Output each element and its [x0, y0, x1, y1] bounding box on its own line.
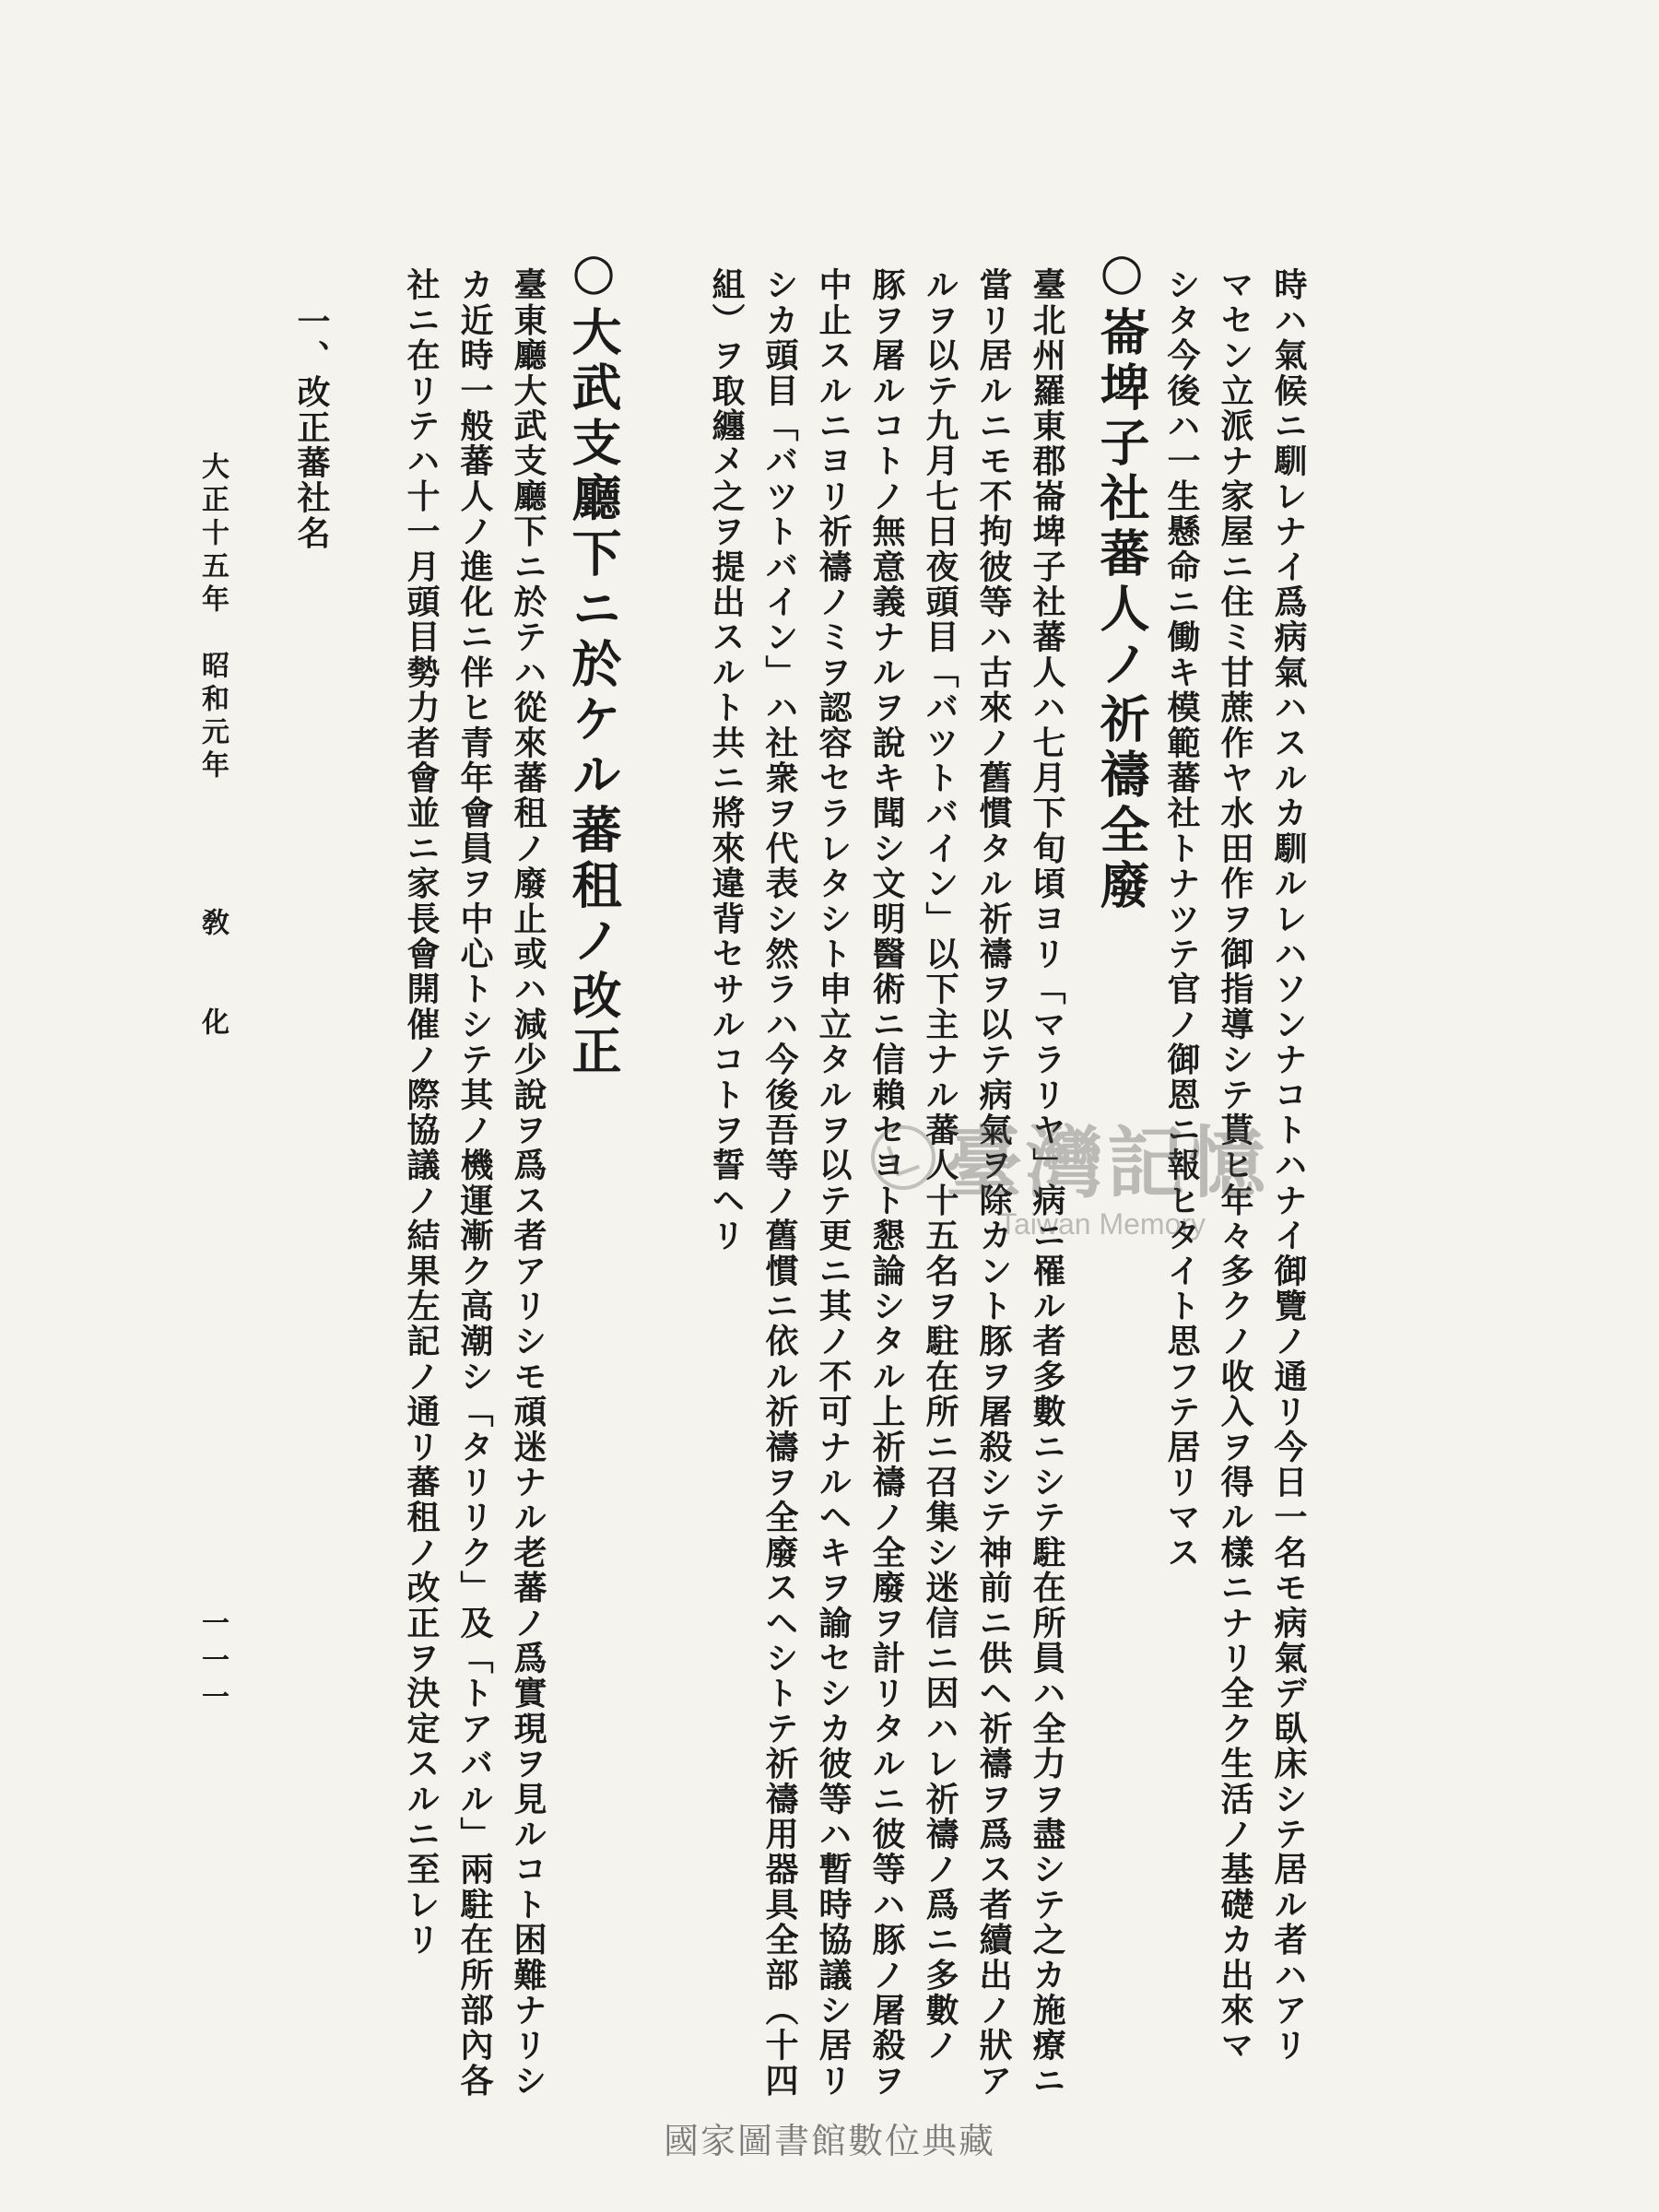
text-column-9: 中止スルニヨリ祈禱ノミヲ認容セラレタシト申立タルヲ以テ更ニ其ノ不可ナルヘキヲ諭セシカ彼等ハ暫時協議シ居リ — [814, 267, 853, 2099]
text-column-1: 時ハ氣候ニ馴レナイ爲病氣ハスルカ馴ルレハソンナコトハナイ御覽ノ通リ今日一名モ病氣デ臥床シテ居ル者ハアリ — [1269, 267, 1308, 2064]
text-column-8: 豚ヲ屠ルコトノ無意義ナルヲ說キ聞シ文明醫術ニ信賴セヨト懇論シタル上祈禱ノ全廢ヲ計リタルニ彼等ハ豚ノ屠殺ヲ — [867, 267, 906, 2099]
text-column-7: ルヲ以テ九月七日夜頭目「バツトバイン」以下主ナル蕃人十五名ヲ駐在所ニ召集シ迷信ニ因ハレ祈禱ノ爲ニ多數ノ — [921, 267, 959, 2064]
text-column-15: 社ニ在リテハ十一月頭目勢力者會並ニ家長會開催ノ際協議ノ結果左記ノ通リ蕃租ノ改正ヲ決定スルニ至レリ — [402, 267, 441, 1958]
section-heading-1: ○崙埤子社蕃人ノ祈禱全廢 — [1092, 241, 1151, 914]
text-column-2: マセン立派ナ家屋ニ住ミ甘蔗作ヤ水田作ヲ御指導シテ貰ヒ年々多クノ收入ヲ得ル樣ニナリ全ク生活ノ基礎カ出來マ — [1216, 267, 1254, 2064]
text-column-3: シタ今後ハ一生懸命ニ働キ模範蕃社トナツテ官ノ御恩ニ報ヒタイト思フテ居リマス — [1162, 267, 1201, 1571]
section-heading-2: ○大武支廳下ニ於ケル蕃租ノ改正 — [564, 241, 623, 1080]
text-column-14: カ近時一般蕃人ノ進化ニ伴ヒ青年會員ヲ中心トシテ其ノ機運漸ク高潮シ「タリリク」及「トアバル」兩駐在所部內各 — [455, 267, 494, 2099]
seal-icon — [871, 1125, 935, 1190]
text-column-5: 臺北州羅東郡崙埤子社蕃人ハ七月下旬頃ヨリ「マラリヤ」病ニ罹ル者多數ニシテ駐在所員ハ全力ヲ盡シテ之カ施療ニ — [1028, 267, 1066, 2099]
list-item-heading: 一、改正蕃社名 — [292, 304, 331, 551]
page-number: 一一一 — [196, 1608, 229, 1719]
watermark-en: Taiwan Memory — [998, 1207, 1206, 1241]
text-column-11: 組）ヲ取纏メ之ヲ提出スルト共ニ將來違背セサルコトヲ誓ヘリ — [707, 267, 746, 1253]
watermark-cn: 臺灣記憶 — [945, 1117, 1270, 1208]
text-column-6: 當リ居ルニモ不拘彼等ハ古來ノ舊慣タル祈禱ヲ以テ病氣ヲ除カント豚ヲ屠殺シテ神前ニ供ヘ祈禱ヲ爲ス者續出ノ狀ア — [974, 267, 1013, 2099]
text-column-13: 臺東廳大武支廳下ニ於テハ從來蕃租ノ廢止或ハ減少說ヲ爲ス者アリシモ頑迷ナル老蕃ノ爲實現ヲ見ルコト困難ナリシ — [509, 267, 547, 2099]
text-column-10: シカ頭目「バツトバイン」ハ社衆ヲ代表シ然ラハ今後吾等ノ舊慣ニ依ル祈禱ヲ全廢スヘシトテ祈禱用器具全部（十四 — [760, 267, 799, 2099]
archive-caption: 國家圖書館數位典藏 — [663, 2121, 995, 2161]
watermark — [871, 1101, 1269, 1241]
footer-era: 大正十五年 昭和元年 — [196, 452, 229, 783]
footer-title: 敎 化 — [196, 908, 229, 1041]
